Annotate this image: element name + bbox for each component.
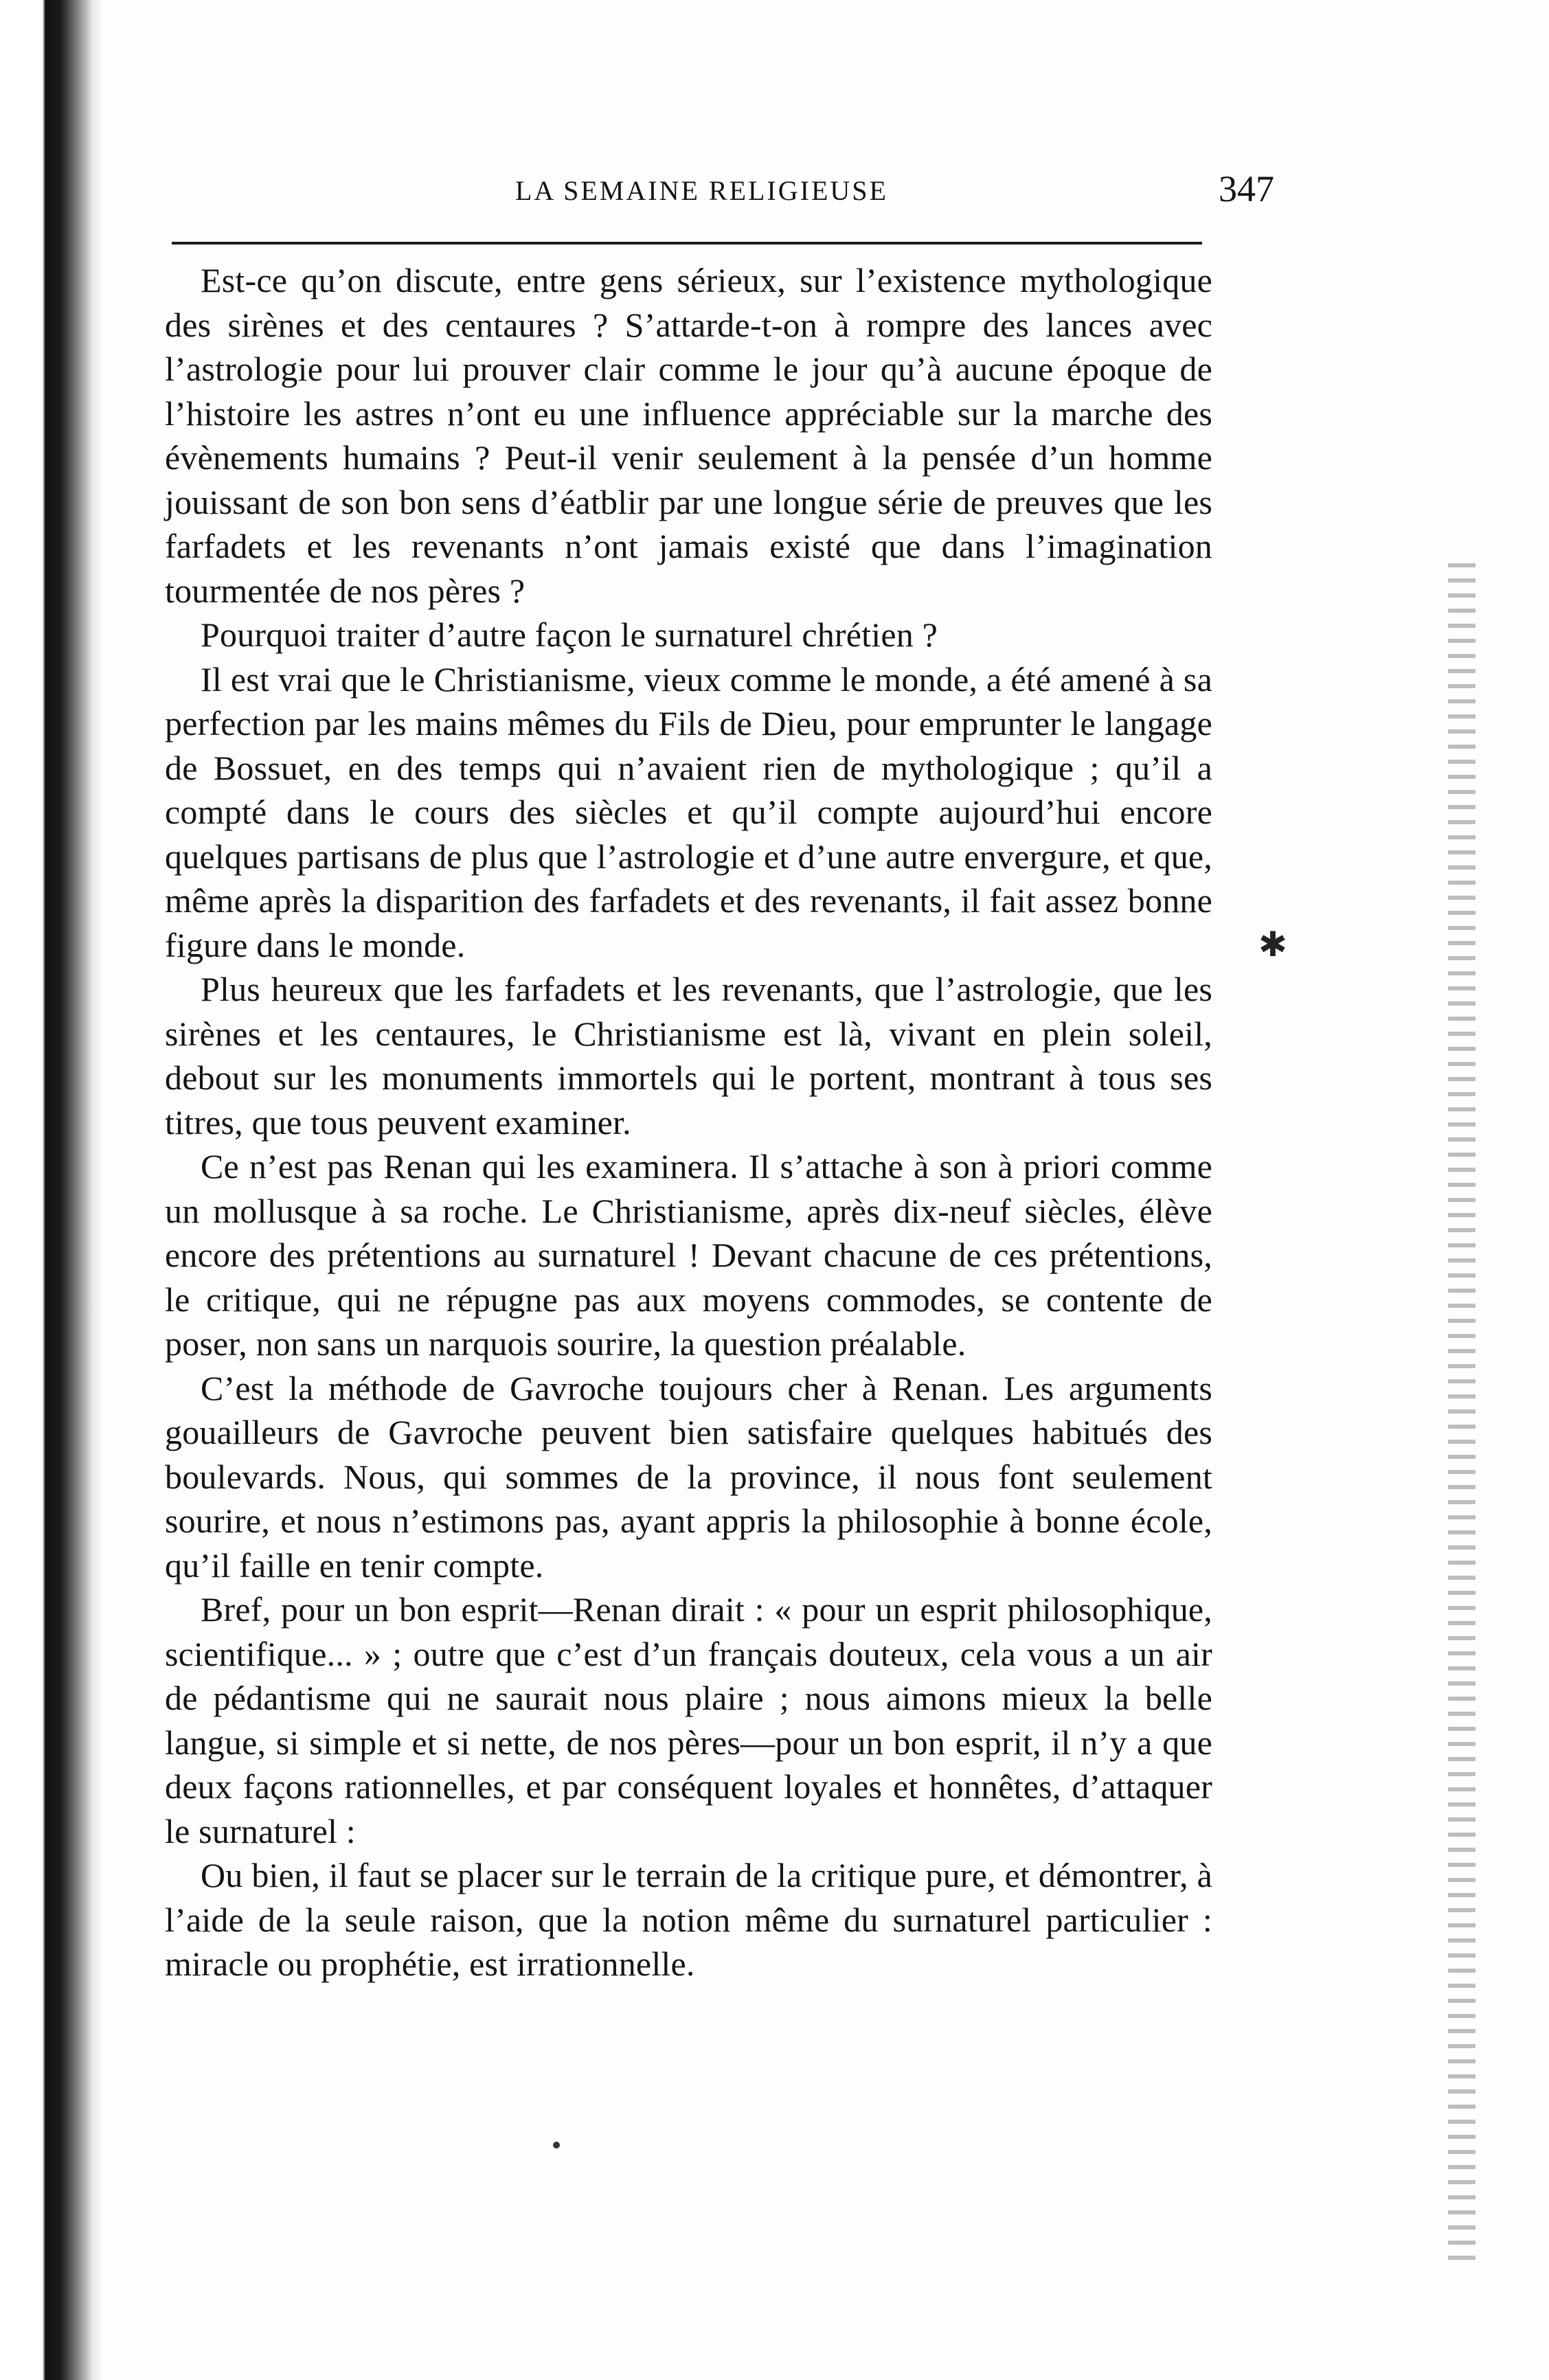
bottom-ink-dot	[553, 2142, 560, 2149]
margin-ink-mark: ✱	[1258, 925, 1287, 964]
paragraph: Il est vrai que le Christianisme, vieux comme le monde, a été amené à sa perfection par les mains mêmes du Fils de Dieu, pour emprunter le langage de Bossuet, en des temps qui n’avaient rien de mythologique ; qu’il a compté dans le cours des siècles et qu’il compte aujourd’hui encore quelques partisans de plus que l’astrologie et d’une autre envergure, et que, même après la disparition des farfadets et des revenants, il fait assez bonne figure dans le monde.	[165, 659, 1212, 964]
paragraph: Ce n’est pas Renan qui les examinera. Il s’attache à son à priori comme un mollusque à sa roche. Le Christianisme, après dix-neuf siècles, élève encore des prétentions au surnaturel ! Devant chacune de ces prétentions, le critique, qui ne répugne pas aux moyens commodes, se contente de poser, non sans un narquois sourire, la question préalable.	[165, 1147, 1212, 1363]
header-rule	[172, 242, 1202, 245]
paragraph: Est-ce qu’on discute, entre gens sérieux, sur l’existence mythologique des sirènes et des centaures ? S’attarde-t-on à rompre des lances avec l’astrologie pour lui prouver clair comme le jour qu’à aucune époque de l’histoire les astres n’ont eu une influence appréciable sur la marche des évènements humains ? Peut-il venir seulement à la pensée d’un homme jouissant de son bon sens d’éatblir par une longue série de preuves que les farfadets et les revenants n’ont jamais existé que dans l’imagination tourmentée de nos pères ?	[165, 261, 1212, 610]
body-text	[165, 258, 1212, 1986]
header-title: LA SEMAINE RELIGIEUSE	[515, 175, 888, 206]
running-head	[165, 159, 1285, 221]
page-number: 347	[1219, 168, 1274, 209]
right-margin-specks	[1448, 563, 1475, 2267]
paragraph: Plus heureux que les farfadets et les revenants, que l’astrologie, que les sirènes et les centaures, le Christianisme est là, vivant en plein soleil, debout sur les monuments immortels qui le portent, montrant à tous ses titres, que tous peuvent examiner.	[165, 970, 1212, 1142]
paragraph: Bref, pour un bon esprit—Renan dirait : « pour un esprit philosophique, scientifique... » ; outre que c’est d’un français douteux, cela vous a un air de pédantisme qui ne saurait nous plaire ; nous aimons mieux la belle langue, si simple et si nette, de nos pères—pour un bon esprit, il n’y a que deux façons rationnelles, et par conséquent loyales et honnêtes, d’attaquer le surnaturel :	[165, 1590, 1212, 1850]
paragraph: Ou bien, il faut se placer sur le terrain de la critique pure, et démontrer, à l’aide de la seule raison, que la notion même du surnaturel particulier : miracle ou prophétie, est irrationnelle.	[165, 1856, 1212, 1983]
paragraph: C’est la méthode de Gavroche toujours cher à Renan. Les arguments gouailleurs de Gavroche peuvent bien satisfaire quelques habitués des boulevards. Nous, qui sommes de la province, il nous font seulement sourire, et nous n’estimons pas, ayant appris la philosophie à bonne école, qu’il faille en tenir compte.	[165, 1368, 1212, 1585]
paragraph: Pourquoi traiter d’autre façon le surnaturel chrétien ?	[201, 615, 938, 654]
binding-edge-shadow	[0, 0, 103, 2380]
